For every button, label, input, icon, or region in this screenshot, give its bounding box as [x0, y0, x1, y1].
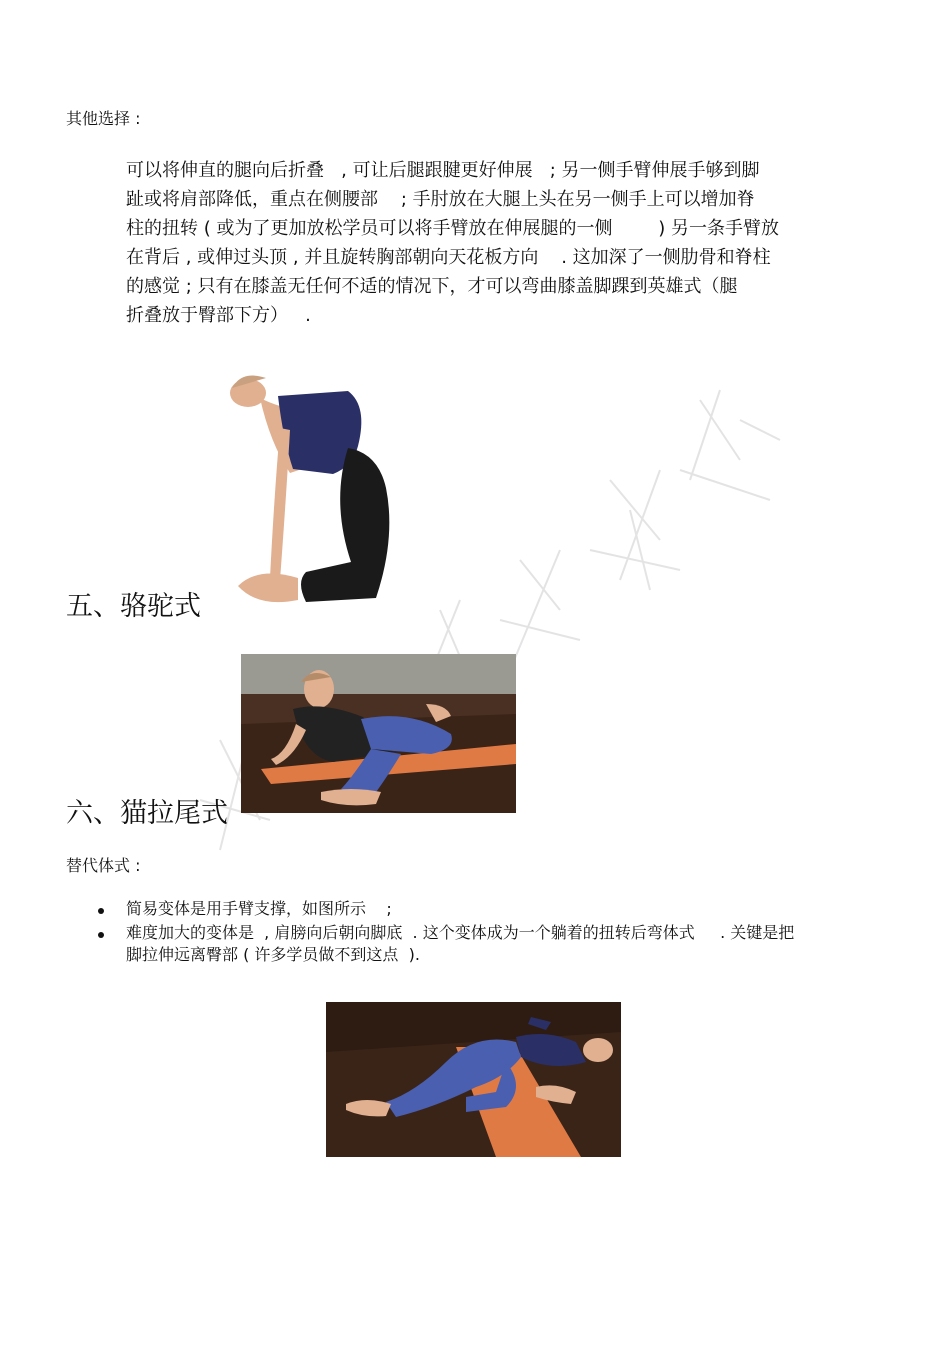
alternatives-list — [96, 898, 886, 968]
paragraph-line: 可以将伸直的腿向后折叠 , 可让后腿跟腱更好伸展 ; 另一侧手臂伸展手够到脚 — [126, 160, 760, 181]
bullet-text: 简易变体是用手臂支撑，如图所示 ; — [126, 899, 392, 918]
other-options-label: 其他选择 : — [66, 109, 141, 128]
camel-pose-photo — [218, 368, 418, 612]
cat-pulls-tail-photo — [241, 654, 516, 813]
alternatives-label: 替代体式 : — [66, 856, 141, 875]
paragraph-line: 在背后 , 或伸过头顶 , 并且旋转胸部朝向天花板方向 . 这加深了一侧肋骨和脊柱 — [126, 247, 771, 268]
list-item — [96, 922, 886, 966]
paragraph-line: 趾或将肩部降低，重点在侧腰部 ; 手肘放在大腿上头在另一侧手上可以增加脊 — [126, 189, 755, 210]
paragraph-line: 柱的扭转 ( 或为了更加放松学员可以将手臂放在伸展腿的一侧 ) 另一条手臂放 — [126, 218, 779, 239]
bullet-text: 难度加大的变体是 , 肩膀向后朝向脚底 . 这个变体成为一个躺着的扭转后弯体式 . 关键是把 — [126, 923, 795, 942]
pose5-title: 五、骆驼式 — [66, 591, 201, 622]
bullet-icon — [98, 908, 104, 914]
cat-pulls-tail-advanced-photo — [326, 1002, 621, 1157]
paragraph-line: 折叠放于臀部下方） . — [126, 305, 311, 326]
bullet-text: 脚拉伸远离臀部 ( 许多学员做不到这点 ). — [126, 945, 420, 964]
bullet-icon — [98, 932, 104, 938]
other-options-paragraph — [126, 156, 841, 330]
pose6-title: 六、猫拉尾式 — [66, 798, 228, 829]
paragraph-line: 的感觉 ; 只有在膝盖无任何不适的情况下，才可以弯曲膝盖脚踝到英雄式（腿 — [126, 276, 738, 297]
list-item — [96, 898, 886, 920]
